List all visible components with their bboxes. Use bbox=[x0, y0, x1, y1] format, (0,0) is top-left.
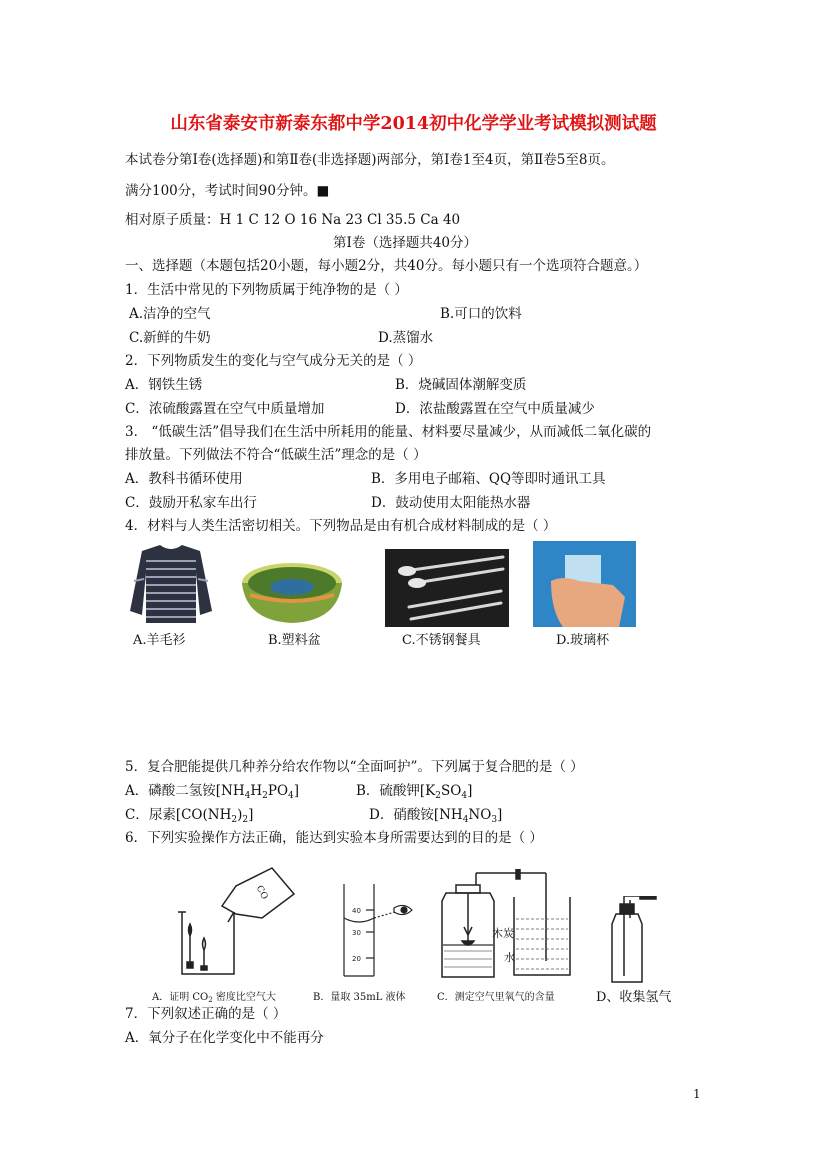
q5-option-b: B．硫酸钾$[K_2SO_4]$ bbox=[356, 783, 473, 801]
q3-stem-2: 排放量。下列做法不符合“低碳生活”理念的是（ ） bbox=[125, 447, 427, 463]
q4-caption-b: B.塑料盆 bbox=[268, 633, 321, 648]
intro-line-1: 本试卷分第Ⅰ卷(选择题)和第Ⅱ卷(非选择题)两部分，第Ⅰ卷1至4页，第Ⅱ卷5至8页。 bbox=[125, 152, 615, 168]
atomic-mass-line: 相对原子质量：H 1 C 12 O 16 Na 23 Cl 35.5 Ca 40 bbox=[125, 212, 461, 228]
page-number: 1 bbox=[693, 1087, 701, 1101]
q4-caption-a: A.羊毛衫 bbox=[133, 633, 186, 648]
q1-option-b: B.可口的饮料 bbox=[440, 306, 522, 322]
q4-stem: 4．材料与人类生活密切相关。下列物品是由有机合成材料制成的是（ ） bbox=[125, 518, 557, 534]
q6-caption-b: B．量取 35mL 液体 bbox=[313, 992, 406, 1003]
q2-option-b: B．烧碱固体潮解变质 bbox=[395, 377, 527, 393]
glass-cup-image bbox=[533, 541, 636, 627]
q5-option-d: D．硝酸铵$[NH_4NO_3]$ bbox=[369, 807, 503, 825]
intro-line-2: 满分100分，考试时间90分钟。■ bbox=[125, 183, 330, 199]
q2-option-a: A．钢铁生锈 bbox=[125, 377, 203, 393]
part-heading: 一、选择题（本题包括20小题，每小题2分，共40分。每小题只有一个选项符合题意。） bbox=[125, 258, 648, 274]
section-title: 第Ⅰ卷（选择题共40分） bbox=[333, 235, 478, 251]
sweater-image bbox=[124, 541, 218, 627]
q3-option-d: D．鼓动使用太阳能热水器 bbox=[371, 495, 531, 511]
q5-stem: 5．复合肥能提供几种养分给农作物以“全面呵护”。下列属于复合肥的是（ ） bbox=[125, 759, 584, 775]
q7-stem: 7．下列叙述正确的是（ ） bbox=[125, 1006, 287, 1022]
gas-collection-apparatus bbox=[606, 896, 662, 986]
tick-40: 40 bbox=[352, 907, 361, 915]
q4-caption-d: D.玻璃杯 bbox=[556, 633, 610, 648]
q6-stem: 6．下列实验操作方法正确，能达到实验本身所需要达到的目的是（ ） bbox=[125, 830, 543, 846]
q4-caption-c: C.不锈钢餐具 bbox=[402, 633, 481, 648]
q3-option-a: A．教科书循环使用 bbox=[125, 471, 243, 487]
q1-option-c: C.新鲜的牛奶 bbox=[129, 330, 211, 346]
q1-option-a: A.洁净的空气 bbox=[129, 306, 211, 322]
label-water: 水 bbox=[504, 951, 515, 964]
q5-option-a: A．磷酸二氢铵$[NH_4H_2PO_4]$ bbox=[125, 783, 300, 801]
bottle-label: CO bbox=[253, 884, 270, 902]
measuring-cylinder-apparatus bbox=[336, 880, 426, 980]
q7-option-a: A．氧分子在化学变化中不能再分 bbox=[125, 1030, 324, 1046]
q6-caption-d: D、收集氢气 bbox=[596, 990, 672, 1005]
q2-option-c: C．浓硫酸露置在空气中质量增加 bbox=[125, 401, 325, 417]
exam-title: 山东省泰安市新泰东都中学2014初中化学学业考试模拟测试题 bbox=[170, 114, 657, 134]
q2-option-d: D．浓盐酸露置在空气中质量减少 bbox=[395, 401, 595, 417]
q5-option-c: C．尿素$[CO(NH_2)_2]$ bbox=[125, 807, 254, 825]
q1-option-d: D.蒸馏水 bbox=[378, 330, 434, 346]
cutlery-image bbox=[385, 549, 509, 627]
tick-30: 30 bbox=[352, 929, 361, 937]
q3-option-c: C．鼓励开私家车出行 bbox=[125, 495, 257, 511]
q3-stem-1: 3． “低碳生活”倡导我们在生活中所耗用的能量、材料要尽量减少，从而减低二氧化碳的 bbox=[125, 424, 652, 440]
q3-option-b: B．多用电子邮箱、QQ等即时通讯工具 bbox=[371, 471, 606, 487]
q6-caption-c: C．测定空气里氧气的含量 bbox=[437, 992, 555, 1003]
q1-stem: 1．生活中常见的下列物质属于纯净物的是（ ） bbox=[125, 282, 408, 298]
co2-density-apparatus bbox=[176, 866, 306, 986]
plastic-basin-image bbox=[236, 543, 348, 629]
label-charcoal: 木炭 bbox=[492, 927, 514, 940]
q2-stem: 2．下列物质发生的变化与空气成分无关的是（ ） bbox=[125, 353, 422, 369]
q6-caption-a: A．证明 $CO_2$ 密度比空气大 bbox=[152, 992, 276, 1004]
tick-20: 20 bbox=[352, 955, 361, 963]
